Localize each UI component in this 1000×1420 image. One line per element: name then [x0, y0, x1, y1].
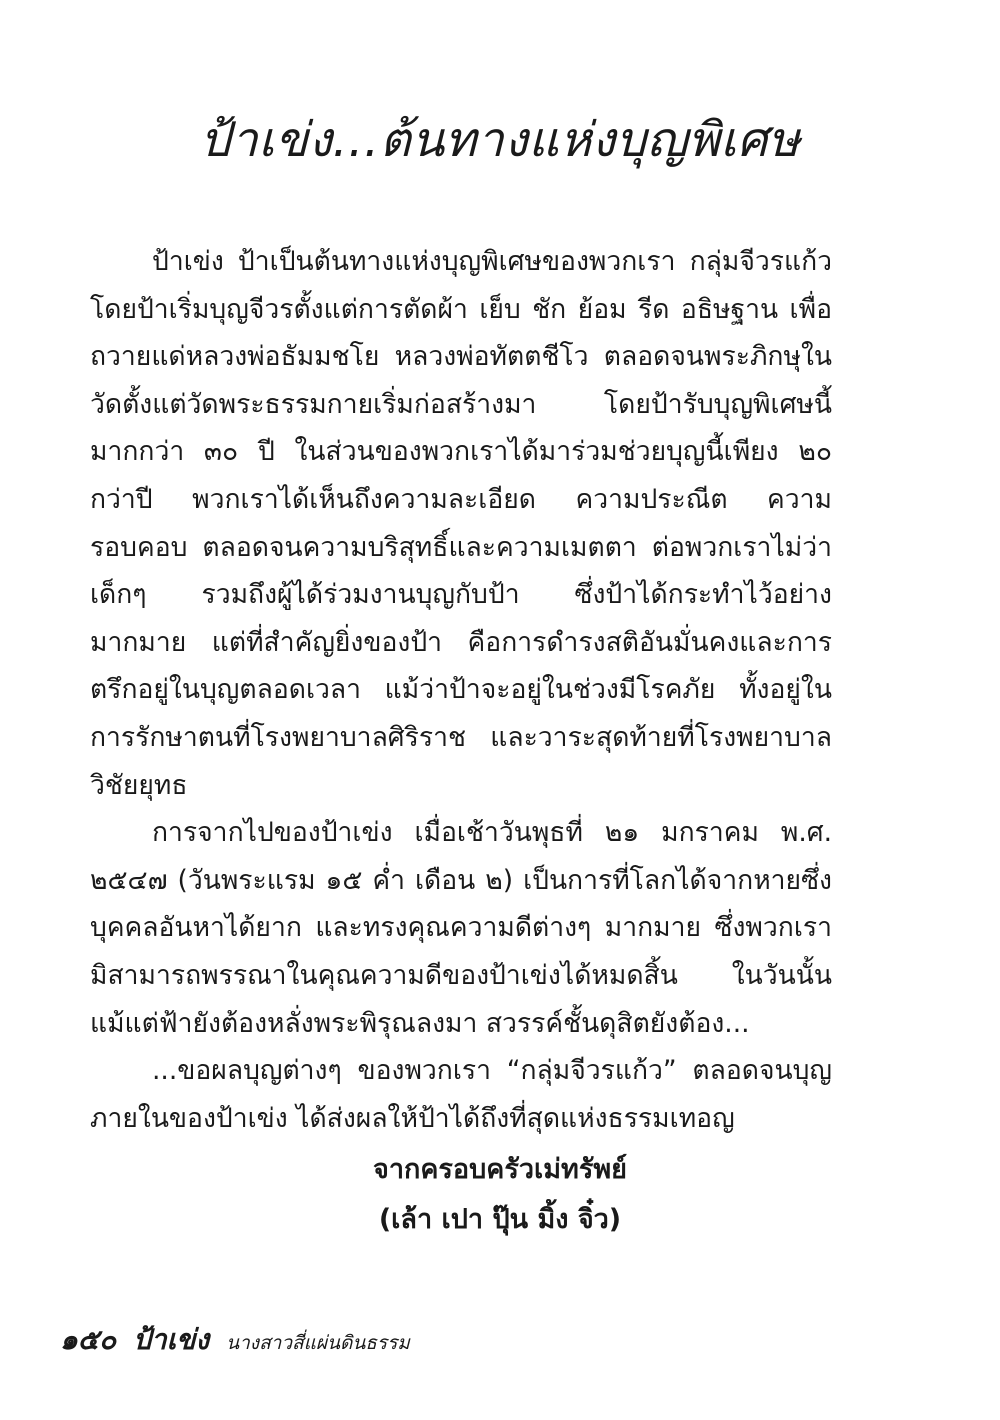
signature-block — [0, 1145, 1000, 1245]
paragraph-2: การจากไปของป้าเข่ง เมื่อเช้าวันพุธที่ ๒๑ มกราคม พ.ศ. ๒๕๔๗ (วันพระแรม ๑๕ ค่ำ เดือน ๒) เป็นการที่โลกได้จากหายซึ่งบุคคลอันหาได้ยาก และทรงคุณความดีต่างๆ มากมาย ซึ่งพวกเรามิสามารถพรรณาในคุณความดีของป้าเข่งได้หมดสิ้น ในวันนั้น แม้แต่ฟ้ายังต้องหลั่งพระพิรุณลงมา สวรรค์ชั้นดุสิตยังต้อง... — [90, 817, 832, 1039]
signature-names: (เล้า เปา ปุ๊น มิ้ง จิ๋ว) — [378, 1204, 622, 1235]
book-subtitle: นางสาวสี่แผ่นดินธรรม — [226, 1332, 410, 1354]
page-number: ๑๕๐ — [60, 1323, 117, 1356]
page-title: ป้าเข่ง...ต้นทางแห่งบุญพิเศษ — [199, 112, 801, 168]
body-text — [90, 238, 832, 1142]
paragraph-1: ป้าเข่ง ป้าเป็นต้นทางแห่งบุญพิเศษของพวกเรา กลุ่มจีวรแก้ว โดยป้าเริ่มบุญจีวรตั้งแต่การตัดผ้า เย็บ ชัก ย้อม รีด อธิษฐาน เพื่อถวายแด่หลวงพ่อธัมมชโย หลวงพ่อทัตตชีโว ตลอดจนพระภิกษุในวัดตั้งแต่วัดพระธรรมกายเริ่มก่อสร้างมา โดยป้ารับบุญพิเศษนี้มากกว่า ๓๐ ปี ในส่วนของพวกเราได้มาร่วมช่วยบุญนี้เพียง ๒๐ กว่าปี พวกเราได้เห็นถึงความละเอียด ความประณีต ความรอบคอบ ตลอดจนความบริสุทธิ์และความเมตตา ต่อพวกเราไม่ว่าเด็กๆ รวมถึงผู้ได้ร่วมงานบุญกับป้า ซึ่งป้าได้กระทำไว้อย่างมากมาย แต่ที่สำคัญยิ่งของป้า คือการดำรงสติอันมั่นคงและการตรึกอยู่ในบุญตลอดเวลา แม้ว่าป้าจะอยู่ในช่วงมีโรคภัย ทั้งอยู่ในการรักษาตนที่โรงพยาบาลศิริราช และวาระสุดท้ายที่โรงพยาบาลวิชัยยุทธ — [90, 246, 832, 801]
signature-family: จากครอบครัวเม่ทรัพย์ — [373, 1154, 627, 1185]
paragraph-3: ...ขอผลบุญต่างๆ ของพวกเรา “กลุ่มจีวรแก้ว” ตลอดจนบุญภายในของป้าเข่ง ได้ส่งผลให้ป้าได้ถึงที่สุดแห่งธรรมเทอญ — [90, 1055, 832, 1134]
book-title: ป้าเข่ง — [133, 1323, 210, 1356]
page-footer — [60, 1318, 410, 1366]
